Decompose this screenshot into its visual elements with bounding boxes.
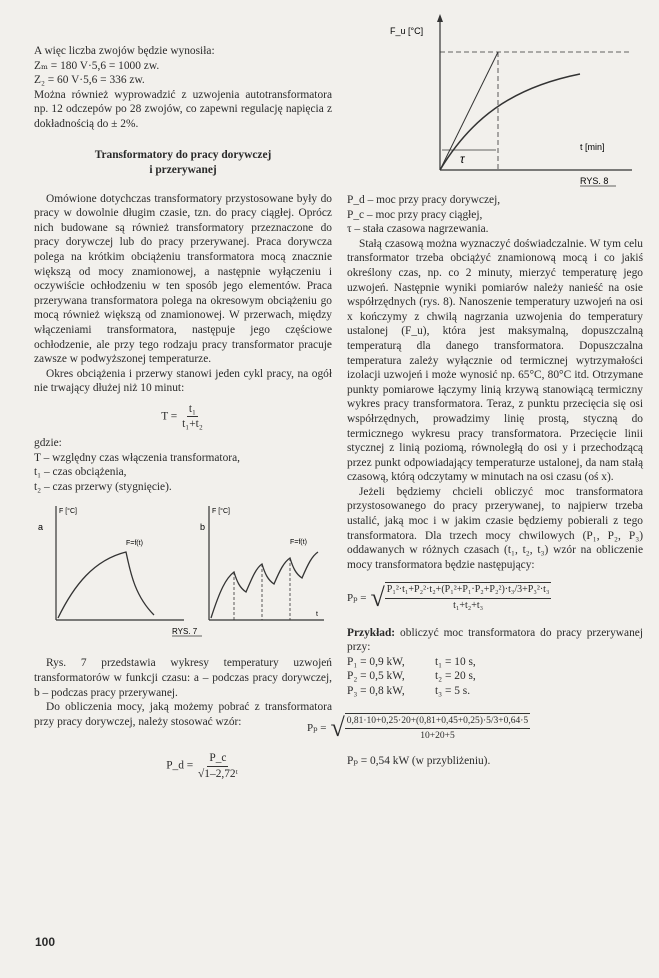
formula-Pd-lhs: P_d = — [166, 760, 194, 773]
sqrt-icon: √ — [330, 713, 345, 743]
definition-Pd: P_d – moc przy pracy dorywczej, — [347, 194, 501, 206]
data-row — [347, 669, 643, 684]
figure-7 — [34, 500, 332, 648]
definition-tau: τ – stała czasowa nagrzewania. — [347, 223, 489, 236]
formula-Pd-numerator: P_c — [207, 751, 228, 767]
paragraph-power-calc: Do obliczenia mocy, jaką możemy pobrać z transformatora przy pracy dorywczej, należy stosować wzór: — [34, 701, 332, 728]
sqrt-icon: √ — [370, 583, 385, 613]
fig7-label-a: a — [38, 522, 44, 533]
formula-T-lhs: T = — [161, 410, 178, 423]
fig8-y-label: F_u [°C] — [390, 26, 424, 36]
figure-8 — [350, 10, 640, 190]
left-column — [34, 44, 332, 782]
fig7b-curve-label: F=f(t) — [290, 539, 307, 547]
formula-calc — [307, 713, 643, 744]
example-paragraph — [347, 626, 643, 655]
paragraph-autotransformer: Można również wyprowadzić z uzwojenia autotransformatora np. 12 odczepów po 28 zwojów, co zapewni regulację napięcia z dokładnością do ± 2%. — [34, 88, 332, 130]
paragraph-time-constant: Stałą czasową można wyznaczyć doświadczalnie. W tym celu transformator trzeba obciążyć znamionową mocą i co jakiś określony czas, np. co 2 minuty, mierzyć temperaturę jego uzwojeń. Następnie wyniki pomiarów należy nanieść na osie współrzędnych (rys. 8). Nanoszenie temperatury uzwojeń na osi x kończymy z chwilą nagrzania uzwojenia do temperatury ustalonej (F_u), która jest maksymalną, dopuszczalną temperaturą dla danego transformatora. Dopuszczalna temperatura zależy wyłącznie od termicznej wytrzymałości izolacji uzwojeń i może wynosić np. 65°C, 80°C itd. Otrzymane punkty pomiarowe łączymy linią krzywą stanowiącą termiczny wykres pracy transformatora. Teraz, z punktu przecięcia się osi współrzędnych, prowadzimy linię prostą, styczną do termicznego wykresu pracy transformatora. Przecięcie linii stycznej z linią poziomą, równoległą do osi y i przechodzącą przez punkt odpowiadający temperaturze ustalonej, da nam stałą czasową, którą odczytamy w minutach na osi czasu (oś x). — [347, 237, 643, 484]
formula-T-denominator: t₁+t₂ — [182, 418, 203, 431]
heading-line-1: Transformatory do pracy dorywczej — [94, 148, 272, 161]
paragraph-intermittent: Jeżeli będziemy chcieli obliczyć moc transformatora przystosowanego do pracy przerywanej, to najpierw trzeba ustalić, jaką moc i w jakim czasie będziemy pobierali z tego transformatora. Dla trzech mocy chwilowych (P₁, P₂, P₃) oddawanych w różnych czasach (t₁, t₂, t₃) wzór na obliczenie mocy transformatora będzie następujący: — [347, 485, 643, 571]
formula-Pd-denominator: √1–2,72ᵗ — [198, 768, 238, 780]
intro-line: A więc liczba zwojów będzie wynosiła: — [34, 45, 215, 57]
example-data — [347, 655, 643, 699]
heading-line-2: i przerywanej — [149, 163, 217, 176]
fig8-caption: RYS. 8 — [580, 176, 609, 186]
formula-Pp-numerator: P₁²·t₁+P₂²·t₂+(P₁²+P₁·P₂+P₂²)·t₃/3+P₃²·t₃ — [385, 583, 552, 599]
fig8-tangent — [440, 52, 498, 170]
formula-Pp-fraction — [385, 582, 552, 613]
formula-zm: Zₘ = 180 V·5,6 = 1000 zw. — [34, 59, 160, 72]
data-p2: P₂ = 0,5 kW, — [347, 670, 405, 683]
gdzie-label: gdzie: — [34, 437, 62, 450]
fig7b-curve — [211, 552, 318, 618]
formula-T-numerator: t₁ — [187, 402, 198, 418]
paragraph-fig7: Rys. 7 przedstawia wykresy temperatury uzwojeń transformatorów w funkcji czasu: a – podczas pracy dorywczej, b – podczas pracy przerywanej. — [34, 657, 332, 699]
formula-calc-numerator: 0,81·10+0,25·20+(0,81+0,45+0,25)·5/3+0,64·5 — [345, 714, 530, 730]
fig7a-curve-label: F=f(t) — [126, 540, 143, 548]
paragraph-cycle: Okres obciążenia i przerwy stanowi jeden cykl pracy, na ogół nie trwający dłużej niż 10 minut: — [34, 367, 332, 395]
formula-Pp-lhs: Pₚ = — [347, 591, 367, 604]
formula-calc-denominator: 10+20+5 — [420, 731, 455, 742]
fig7a-curve — [58, 552, 154, 618]
data-t2: t₂ = 20 s, — [435, 670, 476, 683]
data-row — [347, 655, 643, 670]
fig7-t-label: t — [316, 611, 318, 619]
formula-T-fraction — [180, 402, 205, 432]
fig8-tau-label: τ — [460, 152, 465, 166]
data-p3: P₃ = 0,8 kW, — [347, 685, 405, 697]
formula-calc-lhs: Pₚ = — [307, 721, 327, 734]
formula-calc-fraction — [345, 713, 530, 744]
formula-Pp — [347, 582, 643, 613]
example-label: Przykład: — [347, 626, 396, 639]
page-number: 100 — [35, 935, 56, 949]
definition-t1: t₁ – czas obciążenia, — [34, 466, 127, 479]
paragraph-types: Omówione dotychczas transformatory przystosowane były do pracy w dowolnie długim czasie, tzn. do pracy ciągłej. Oprócz nich budowane są również transformatory przeznaczone do pracy dorywczej lub do pracy przerywanej. Praca dorywcza polega na krótkim obciążeniu transformatora mocą znacznie większą od mocy znamionowej, a następnie wyłączeniu i oczywiście ochłodzeniu w ten sposób jego elementów. Praca przerywana transformatora polega na okresowym obciążeniu go mocą również większą od znamionowej. W przerwach, między włączeniami transformatora, następuje jego częściowe ochłodzenie, ale przy tego rodzaju pracy transformator pracuje zawsze w podwyższonej temperaturze. — [34, 192, 332, 366]
definition-Pc: P_c – moc przy pracy ciągłej, — [347, 208, 483, 221]
formula-T — [34, 402, 332, 432]
right-column — [307, 193, 643, 768]
result-line: Pₚ = 0,54 kW (w przybliżeniu). — [347, 754, 491, 767]
formula-Pd — [74, 751, 332, 781]
figure-8-chart — [350, 10, 640, 190]
data-t3: t₃ = 5 s. — [435, 685, 471, 697]
example-text: obliczyć moc transformatora do pracy przerywanej przy: — [347, 626, 643, 654]
fig8-t-label: t [min] — [580, 142, 605, 152]
definition-t2: t₂ – czas przerwy (stygnięcie). — [34, 480, 172, 493]
formula-Pp-denominator: t₁+t₂+t₃ — [453, 600, 484, 612]
data-p1: P₁ = 0,9 kW, — [347, 655, 405, 668]
fig7a-y-label: F [°C] — [59, 508, 77, 516]
figure-7-chart — [34, 500, 332, 648]
fig7-label-b: b — [200, 522, 206, 533]
fig7b-y-label: F [°C] — [212, 508, 230, 516]
fig7-caption: RYS. 7 — [172, 627, 198, 637]
data-row — [347, 684, 643, 699]
section-heading — [34, 148, 332, 178]
formula-z2: Z₂ = 60 V·5,6 = 336 zw. — [34, 74, 145, 87]
data-t1: t₁ = 10 s, — [435, 655, 476, 668]
definition-T: T – względny czas włączenia transformatora, — [34, 451, 240, 464]
formula-Pd-fraction — [196, 751, 240, 781]
fig8-y-arrow — [437, 14, 443, 22]
